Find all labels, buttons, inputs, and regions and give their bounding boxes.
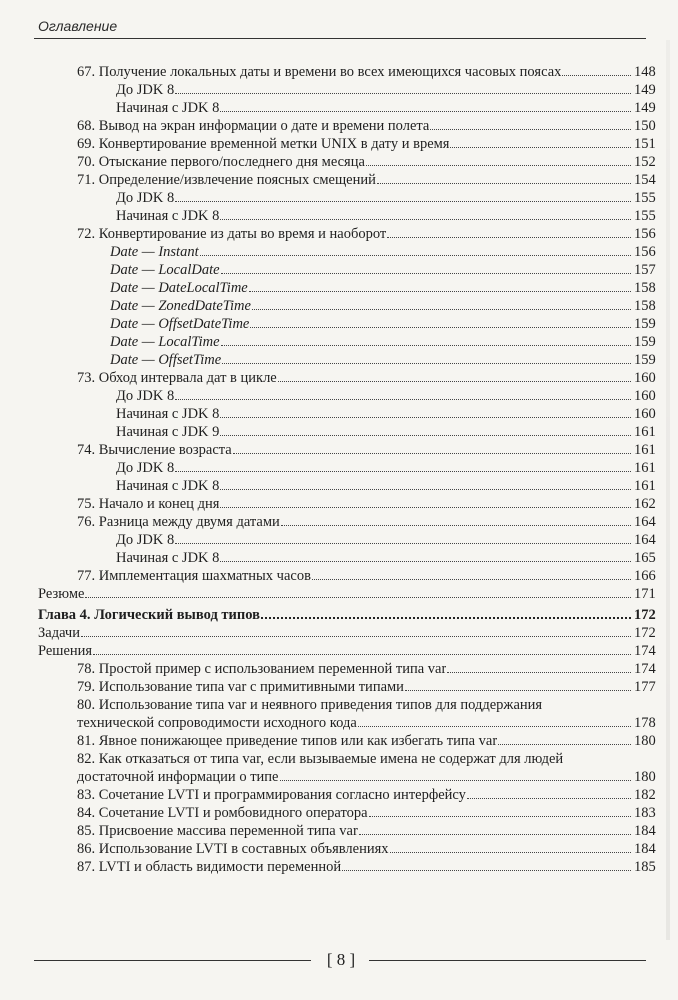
leader-dots: [249, 281, 631, 292]
toc-page-number: 154: [634, 172, 656, 188]
toc-page-number: 158: [634, 280, 656, 296]
toc-entry-title: 75. Начало и конец дня: [77, 496, 220, 512]
toc-entry: [38, 477, 662, 495]
toc-page-number: 155: [634, 190, 656, 206]
toc-entry-title: достаточной информации о типе: [77, 769, 279, 785]
toc-entry-title: Начиная с JDK 8: [116, 478, 220, 494]
toc-entry: [38, 459, 662, 477]
running-header: Оглавление: [38, 18, 118, 34]
leader-dots: [222, 353, 631, 364]
leader-dots: [390, 842, 631, 853]
leader-dots: [250, 317, 631, 328]
toc-page-number: 164: [634, 514, 656, 530]
toc-entry-title: Начиная с JDK 9: [116, 424, 220, 440]
toc-entry: [38, 549, 662, 567]
toc-entry: [38, 840, 662, 858]
toc-entry-title: 74. Вычисление возраста: [77, 442, 232, 458]
toc-entry-title: 71. Определение/извлечение поясных смещений: [77, 172, 376, 188]
toc-entry: [38, 351, 662, 369]
toc-entry: [38, 423, 662, 441]
leader-dots: [233, 443, 631, 454]
toc-entry: [38, 678, 662, 696]
toc-page-number: 161: [634, 478, 656, 494]
leader-dots: [85, 587, 631, 598]
toc-page-number: 159: [634, 352, 656, 368]
leader-dots: [221, 335, 631, 346]
toc-page-number: 180: [634, 769, 656, 785]
toc-entry: [38, 81, 662, 99]
toc-entry-title-line1: 80. Использование типа var и неявного приведения типов для поддержания: [77, 697, 543, 713]
toc-page-number: 159: [634, 334, 656, 350]
leader-dots: [278, 371, 631, 382]
toc-page-number: 161: [634, 424, 656, 440]
toc-page-number: 152: [634, 154, 656, 170]
leader-dots: [430, 119, 631, 130]
toc-entry-title: Date — Instant: [110, 244, 199, 260]
leader-dots: [359, 824, 631, 835]
leader-dots: [220, 497, 631, 508]
toc-page-number: 182: [634, 787, 656, 803]
toc-entry-title: 84. Сочетание LVTI и ромбовидного оператора: [77, 805, 368, 821]
toc-entry-title: Задачи: [38, 625, 80, 641]
toc-entry-title: 77. Имплементация шахматных часов: [77, 568, 311, 584]
toc-entry: [38, 171, 662, 189]
leader-dots: [369, 806, 631, 817]
toc-page-number: 172: [634, 607, 656, 623]
table-of-contents: [38, 63, 662, 876]
toc-entry: [38, 660, 662, 678]
toc-page-number: 149: [634, 100, 656, 116]
toc-entry: [38, 297, 662, 315]
toc-entry-title: 78. Простой пример с использованием переменной типа var: [77, 661, 447, 677]
leader-dots: [358, 716, 631, 727]
leader-dots: [220, 425, 631, 436]
toc-entry-title: 87. LVTI и область видимости переменной: [77, 859, 342, 875]
toc-page-number: 171: [634, 586, 656, 602]
toc-entry-title: До JDK 8: [116, 388, 175, 404]
toc-page-number: 180: [634, 733, 656, 749]
leader-dots: [220, 407, 631, 418]
toc-page-number: 160: [634, 370, 656, 386]
toc-entry-title: До JDK 8: [116, 460, 175, 476]
toc-entry: [38, 441, 662, 459]
toc-entry-title: До JDK 8: [116, 532, 175, 548]
toc-page-number: 166: [634, 568, 656, 584]
toc-entry-title: 86. Использование LVTI в составных объявлениях: [77, 841, 389, 857]
toc-entry-title: До JDK 8: [116, 82, 175, 98]
toc-entry: [38, 243, 662, 261]
toc-entry-title: Начиная с JDK 8: [116, 406, 220, 422]
leader-dots: [220, 551, 631, 562]
leader-dots: [447, 662, 631, 673]
toc-entry: [38, 261, 662, 279]
leader-dots: [261, 607, 631, 619]
toc-entry: [38, 387, 662, 405]
toc-entry: [38, 333, 662, 351]
toc-entry: [38, 768, 662, 786]
leader-dots: [175, 461, 631, 472]
toc-entry-title: 83. Сочетание LVTI и программирования согласно интерфейсу: [77, 787, 466, 803]
toc-page-number: 185: [634, 859, 656, 875]
toc-entry: [38, 135, 662, 153]
footer-rule-right: [369, 960, 646, 961]
toc-entry-title: Date — ZonedDateTime: [110, 298, 251, 314]
toc-page-number: 177: [634, 679, 656, 695]
toc-entry-title: 72. Конвертирование из даты во время и наоборот: [77, 226, 387, 242]
toc-entry-multiline: [38, 696, 662, 732]
toc-entry: [38, 189, 662, 207]
toc-page-number: 184: [634, 841, 656, 857]
toc-page-number: 184: [634, 823, 656, 839]
toc-page-number: 160: [634, 388, 656, 404]
toc-page-number: 156: [634, 226, 656, 242]
toc-entry: [38, 732, 662, 750]
leader-dots: [252, 299, 631, 310]
toc-entry-title: Глава 4. Логический вывод типов: [38, 607, 260, 623]
header-rule: [34, 38, 646, 39]
page-footer: [34, 949, 646, 971]
leader-dots: [281, 515, 631, 526]
leader-dots: [220, 101, 631, 112]
toc-entry-title: 69. Конвертирование временной метки UNIX в дату и время: [77, 136, 450, 152]
leader-dots: [220, 209, 631, 220]
leader-dots: [175, 533, 631, 544]
toc-page-number: 155: [634, 208, 656, 224]
toc-entry-title: технической сопроводимости исходного кода: [77, 715, 357, 731]
toc-entry: [38, 804, 662, 822]
toc-entry-title: 70. Отыскание первого/последнего дня месяца: [77, 154, 365, 170]
toc-entry: [38, 495, 662, 513]
toc-entry-title: 79. Использование типа var с примитивными типами: [77, 679, 404, 695]
toc-entry: [38, 369, 662, 387]
toc-page-number: 161: [634, 442, 656, 458]
toc-entry: [38, 99, 662, 117]
toc-page-number: 160: [634, 406, 656, 422]
leader-dots: [280, 770, 632, 781]
toc-entry-title: Date — LocalDate: [110, 262, 220, 278]
toc-entry: [38, 153, 662, 171]
toc-page-number: 172: [634, 625, 656, 641]
toc-page-number: 159: [634, 316, 656, 332]
toc-entry: [38, 714, 662, 732]
toc-entry-title: 81. Явное понижающее приведение типов или как избегать типа var: [77, 733, 498, 749]
toc-entry: [38, 642, 662, 660]
leader-dots: [175, 389, 631, 400]
toc-entry: [38, 624, 662, 642]
footer-rule-left: [34, 960, 311, 961]
leader-dots: [366, 155, 631, 166]
page-number: [ 8 ]: [326, 950, 356, 969]
toc-page-number: 156: [634, 244, 656, 260]
leader-dots: [342, 860, 631, 871]
leader-dots: [220, 479, 631, 490]
toc-page-number: 174: [634, 661, 656, 677]
toc-entry-title: Date — DateLocalTime: [110, 280, 248, 296]
toc-entry: [38, 531, 662, 549]
toc-page-number: 165: [634, 550, 656, 566]
toc-entry: [38, 117, 662, 135]
toc-entry: [38, 585, 662, 603]
leader-dots: [312, 569, 631, 580]
leader-dots: [221, 263, 631, 274]
toc-entry-title: 85. Присвоение массива переменной типа var: [77, 823, 358, 839]
toc-entry-title: 73. Обход интервала дат в цикле: [77, 370, 277, 386]
toc-entry: [38, 858, 662, 876]
leader-dots: [405, 680, 631, 691]
leader-dots: [377, 173, 631, 184]
toc-page-number: 162: [634, 496, 656, 512]
toc-entry: [38, 567, 662, 585]
leader-dots: [387, 227, 631, 238]
toc-page-number: 158: [634, 298, 656, 314]
toc-entry: [38, 513, 662, 531]
toc-chapter-entry: [38, 606, 662, 624]
leader-dots: [467, 788, 631, 799]
toc-page-number: 148: [634, 64, 656, 80]
toc-entry: [38, 405, 662, 423]
toc-entry: [38, 225, 662, 243]
toc-page-number: 151: [634, 136, 656, 152]
toc-entry: [38, 822, 662, 840]
toc-entry: [38, 279, 662, 297]
leader-dots: [450, 137, 631, 148]
toc-page-number: 174: [634, 643, 656, 659]
toc-entry-title: Начиная с JDK 8: [116, 208, 220, 224]
toc-entry-title: Date — OffsetDateTime: [110, 316, 250, 332]
leader-dots: [93, 644, 631, 655]
leader-dots: [498, 734, 631, 745]
page-edge-shadow: [666, 40, 670, 940]
toc-page-number: 150: [634, 118, 656, 134]
toc-entry-multiline: [38, 750, 662, 786]
toc-page-number: 161: [634, 460, 656, 476]
toc-page-number: 149: [634, 82, 656, 98]
toc-page-number: 178: [634, 715, 656, 731]
toc-entry: [38, 315, 662, 333]
toc-entry-title-line1: 82. Как отказаться от типа var, если вызываемые имена не содержат для людей: [77, 751, 564, 767]
leader-dots: [175, 191, 631, 202]
toc-entry-title: 68. Вывод на экран информации о дате и времени полета: [77, 118, 430, 134]
toc-entry-title: 67. Получение локальных даты и времени во всех имеющихся часовых поясах: [77, 64, 562, 80]
toc-page-number: 183: [634, 805, 656, 821]
toc-entry-title: Резюме: [38, 586, 85, 602]
toc-entry-title: До JDK 8: [116, 190, 175, 206]
toc-entry-title: Date — OffsetTime: [110, 352, 222, 368]
toc-entry-title: Решения: [38, 643, 93, 659]
toc-entry-title: Начиная с JDK 8: [116, 100, 220, 116]
toc-entry-title: Начиная с JDK 8: [116, 550, 220, 566]
leader-dots: [81, 626, 631, 637]
toc-page-number: 164: [634, 532, 656, 548]
toc-entry-title: Date — LocalTime: [110, 334, 220, 350]
toc-entry: [38, 786, 662, 804]
leader-dots: [562, 65, 631, 76]
leader-dots: [175, 83, 631, 94]
leader-dots: [200, 245, 631, 256]
toc-page-number: 157: [634, 262, 656, 278]
toc-entry: [38, 63, 662, 81]
toc-entry-title: 76. Разница между двумя датами: [77, 514, 280, 530]
toc-entry: [38, 207, 662, 225]
